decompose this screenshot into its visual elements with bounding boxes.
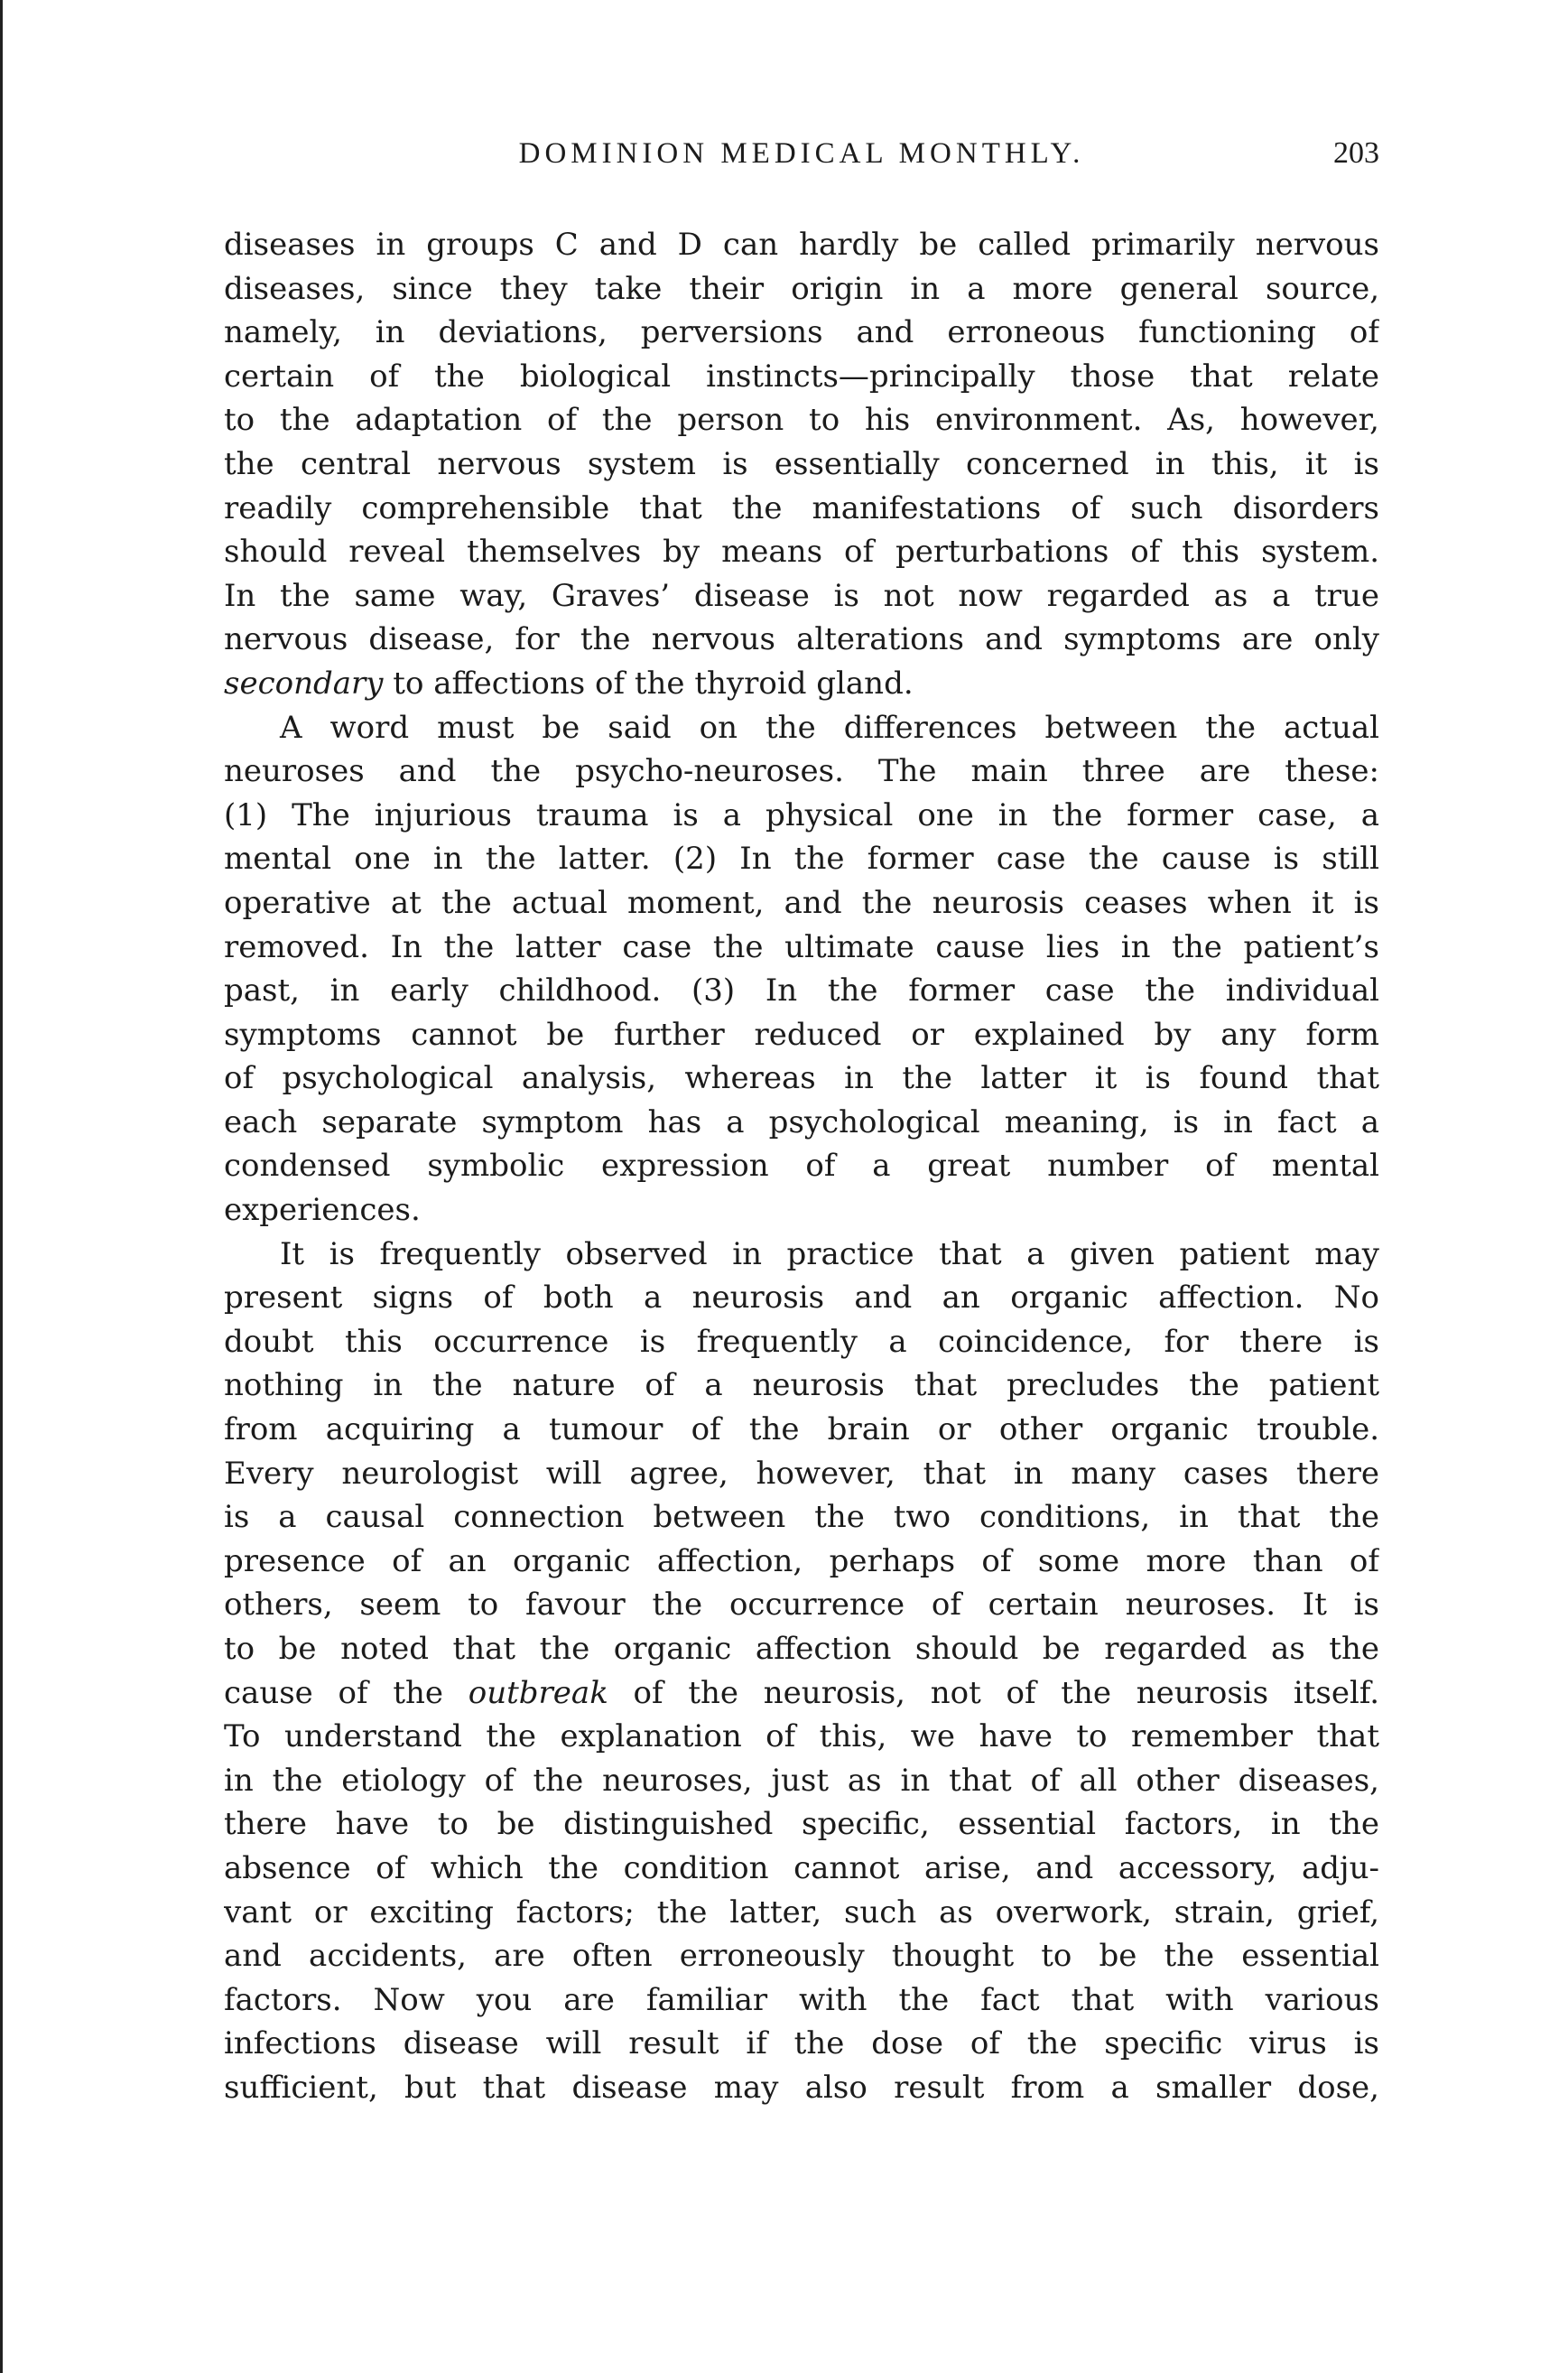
text-line: to the adaptation of the person to his environment. As, however, (224, 402, 1379, 439)
text-line: It is frequently observed in practice that a given patient may (280, 1235, 1379, 1272)
text-line: A word must be said on the differences between the actual (280, 709, 1379, 746)
text-line: present signs of both a neurosis and an organic affection. No (224, 1280, 1379, 1317)
text-line: doubt this occurrence is frequently a coincidence, for there is (224, 1323, 1379, 1360)
italic-word: outbreak (468, 1674, 608, 1711)
text-line: absence of which the condition cannot arise, and accessory, adju- (224, 1849, 1379, 1886)
text-line: diseases in groups C and D can hardly be called primarily nervous (224, 227, 1379, 263)
text-line: mental one in the latter. (2) In the former case the cause is still (224, 841, 1379, 878)
text-line (224, 1671, 1379, 1716)
text-fragment: cause of the (224, 1674, 469, 1711)
text-line: past, in early childhood. (3) In the former case the individual (224, 972, 1379, 1010)
running-title: DOMINION MEDICAL MONTHLY. (518, 137, 1085, 170)
text-line: namely, in deviations, perversions and erroneous functioning of (224, 314, 1379, 351)
text-line: In the same way, Graves’ disease is not now regarded as a true (224, 577, 1379, 614)
text-line: symptoms cannot be further reduced or explained by any form (224, 1016, 1379, 1053)
text-line: there have to be distinguished specific, essential factors, in the (224, 1806, 1379, 1843)
text-line: is a causal connection between the two conditions, in that the (224, 1499, 1379, 1536)
page-edge (0, 0, 3, 2373)
paragraph-2 (224, 706, 1379, 1233)
page-header (224, 135, 1379, 190)
paragraph-3 (224, 1233, 1379, 2110)
text-line: (1) The injurious trauma is a physical one in the former case, a (224, 796, 1379, 833)
text-line: diseases, since they take their origin in a more general source, (224, 270, 1379, 307)
text-line: factors. Now you are familiar with the fact that with various (224, 1981, 1379, 2018)
text-line: operative at the actual moment, and the neurosis ceases when it is (224, 884, 1379, 921)
text-line: should reveal themselves by means of perturbations of this system. (224, 534, 1379, 571)
text-fragment: to affections of the thyroid gland. (383, 665, 914, 702)
text-line: of psychological analysis, whereas in the latter it is found that (224, 1060, 1379, 1097)
text-line: Every neurologist will agree, however, that in many cases there (224, 1455, 1379, 1492)
text-line: the central nervous system is essentially concerned in this, it is (224, 445, 1379, 482)
text-line: infections disease will result if the dose of the specific virus is (224, 2025, 1379, 2062)
text-line: nervous disease, for the nervous alterations and symptoms are only (224, 621, 1379, 658)
text-line: condensed symbolic expression of a great number of mental (224, 1148, 1379, 1185)
text-line: experiences. (224, 1192, 421, 1229)
text-line: nothing in the nature of a neurosis that precludes the patient (224, 1367, 1379, 1404)
text-line: certain of the biological instincts—principally those that relate (224, 358, 1379, 395)
text-line: from acquiring a tumour of the brain or other organic trouble. (224, 1411, 1379, 1448)
text-line: readily comprehensible that the manifestations of such disorders (224, 489, 1379, 526)
text-line: each separate symptom has a psychological meaning, is in fact a (224, 1103, 1379, 1140)
text-line: and accidents, are often erroneously thought to be the essential (224, 1938, 1379, 1975)
text-line: sufficient, but that disease may also result from a smaller dose, (224, 2069, 1379, 2106)
text-line: To understand the explanation of this, we have to remember that (224, 1718, 1379, 1755)
text-line: vant or exciting factors; the latter, such as overwork, strain, grief, (224, 1894, 1379, 1931)
body-text (224, 223, 1379, 2110)
italic-word: secondary (224, 665, 384, 702)
text-fragment: of the neurosis, not of the neurosis itself. (608, 1674, 1379, 1711)
text-line: presence of an organic affection, perhaps of some more than of (224, 1542, 1379, 1579)
text-line: removed. In the latter case the ultimate cause lies in the patient’s (224, 928, 1379, 965)
text-line: neuroses and the psycho-neuroses. The main three are these: (224, 753, 1379, 790)
text-line: in the etiology of the neuroses, just as in that of all other diseases, (224, 1762, 1379, 1799)
page-number: 203 (1333, 136, 1379, 170)
text-line: others, seem to favour the occurrence of certain neuroses. It is (224, 1587, 1379, 1624)
paragraph-1 (224, 223, 1379, 706)
text-line: to be noted that the organic affection should be regarded as the (224, 1631, 1379, 1667)
text-line (224, 662, 1379, 706)
